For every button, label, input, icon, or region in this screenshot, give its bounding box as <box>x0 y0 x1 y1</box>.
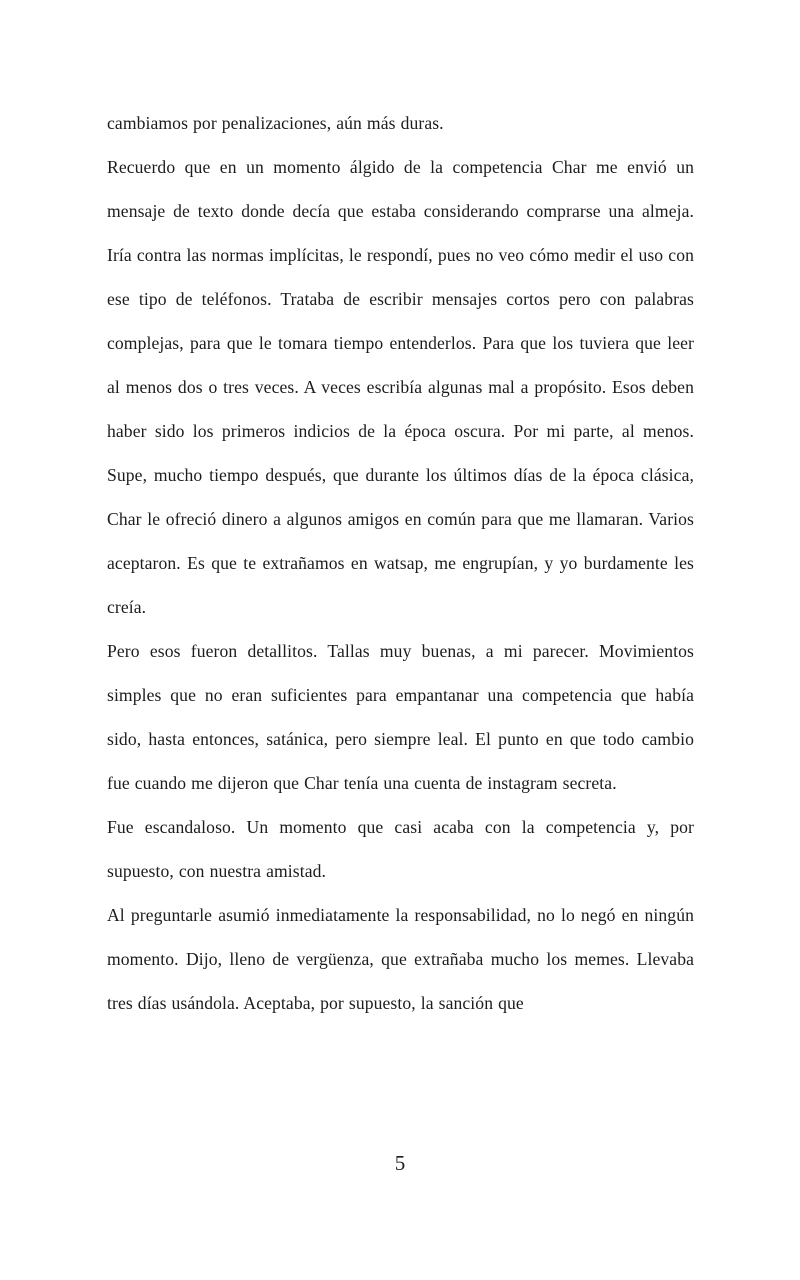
paragraph: Fue escandaloso. Un momento que casi acaba con la competencia y, por supuesto, con nuestra amistad. <box>107 817 694 881</box>
paragraph: Al preguntarle asumió inmediatamente la responsabilidad, no lo negó en ningún momento. Dijo, lleno de vergüenza, que extrañaba mucho los memes. Llevaba tres días usándola. Aceptaba, por supuesto, la sanción que <box>107 905 694 1013</box>
page-number: 5 <box>394 1151 406 1175</box>
paragraph: cambiamos por penalizaciones, aún más duras. <box>107 113 444 133</box>
paragraph: Pero esos fueron detallitos. Tallas muy buenas, a mi parecer. Movimientos simples que no eran suficientes para empantanar una competencia que había sido, hasta entonces, satánica, pero siempre leal. El punto en que todo cambio fue cuando me dijeron que Char tenía una cuenta de instagram secreta. <box>107 641 694 793</box>
paragraph: Recuerdo que en un momento álgido de la competencia Char me envió un mensaje de texto donde decía que estaba considerando comprarse una almeja. Iría contra las normas implícitas, le respondí, pues no veo cómo medir el uso con ese tipo de teléfonos. Trataba de escribir mensajes cortos pero con palabras complejas, para que le tomara tiempo entenderlos. Para que los tuviera que leer al menos dos o tres veces. A veces escribía algunas mal a propósito. Esos deben haber sido los primeros indicios de la época oscura. Por mi parte, al menos. Supe, mucho tiempo después, que durante los últimos días de la época clásica, Char le ofreció dinero a algunos amigos en común para que me llamaran. Varios aceptaron. Es que te extrañamos en watsap, me engrupían, y yo burdamente les creía. <box>107 157 694 617</box>
body-text <box>107 101 694 1025</box>
